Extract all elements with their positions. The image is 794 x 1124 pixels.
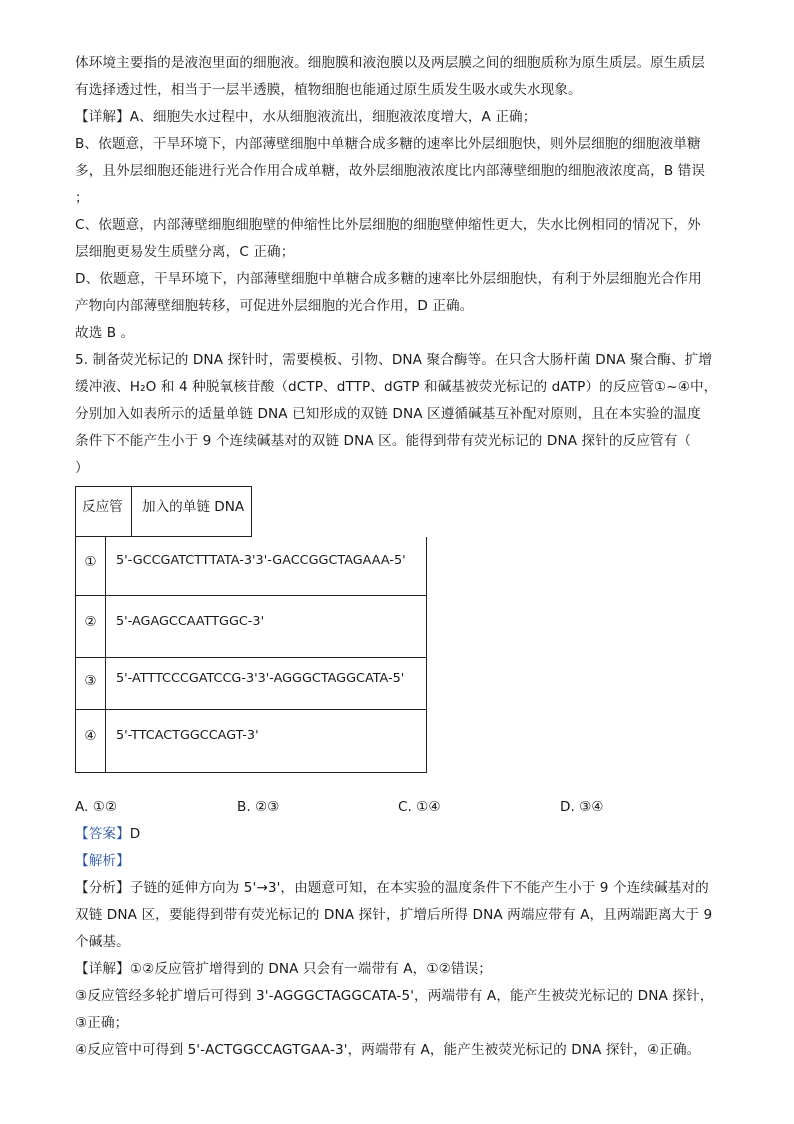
text-line: 产物向内部薄壁细胞转移，可促进外层细胞的光合作用，D 正确。 bbox=[75, 298, 474, 314]
text-line: ③正确； bbox=[75, 1015, 129, 1031]
option-b: B. ②③ bbox=[237, 799, 280, 815]
header-cell-tube: 反应管 bbox=[76, 487, 132, 536]
table-header bbox=[75, 486, 252, 537]
text-line: B、依题意，干旱环境下，内部薄壁细胞中单糖合成多糖的速率比外层细胞快，则外层细胞的细胞液単糖 bbox=[75, 136, 701, 152]
analysis-tag: 【解析】 bbox=[75, 853, 130, 869]
text-span: 子链的延伸方向为 5'→3'，由题意可知，在本实验的温度条件下不能产生小于 9 个连续碱基对的 bbox=[129, 880, 709, 896]
text-span: A、细胞失水过程中，水从细胞液流出，细胞液浓度增大，A 正确； bbox=[129, 109, 537, 125]
text-line bbox=[75, 960, 725, 978]
row-number: ② bbox=[76, 596, 106, 657]
text-line: C、依题意，内部薄壁细胞细胞壁的伸缩性比外层细胞的细胞壁伸缩性更大，失水比例相同的情况下，外 bbox=[75, 217, 701, 233]
answer-value: D bbox=[129, 826, 141, 842]
text-line: 有选择透过性，相当于一层半透膜，植物细胞也能通过原生质发生吸水或失水现象。 bbox=[75, 82, 582, 98]
text-line: 故选 B 。 bbox=[75, 325, 135, 341]
text-line bbox=[75, 879, 725, 897]
row-number: ③ bbox=[76, 658, 106, 709]
question-text: ） bbox=[75, 460, 89, 476]
text-line: 层细胞更易发生质壁分离，C 正确； bbox=[75, 244, 295, 260]
header-cell-dna: 加入的单链 DNA bbox=[142, 499, 245, 515]
answer-tag: 【答案】 bbox=[75, 826, 130, 842]
row-sequence: 5'-TTCACTGGCCAGT-3' bbox=[116, 728, 259, 743]
text-line: 个碱基。 bbox=[75, 934, 130, 950]
answer-line bbox=[75, 825, 725, 843]
table-row bbox=[76, 657, 426, 709]
question-text: 条件下不能产生小于 9 个连续碱基对的双链 DNA 区。能得到带有荧光标记的 DNA 探针的反应管有（ bbox=[75, 433, 692, 449]
row-number: ④ bbox=[76, 710, 106, 772]
table-row bbox=[76, 537, 426, 595]
text-line: ； bbox=[75, 190, 89, 206]
question-text: 缓冲液、H₂O 和 4 种脱氧核苷酸（dCTP、dTTP、dGTP 和碱基被荧光标记的 dATP）的反应管①~④中， bbox=[75, 379, 718, 395]
option-d: D. ③④ bbox=[560, 799, 604, 815]
detail-tag: 【详解】 bbox=[75, 109, 130, 125]
table-row bbox=[76, 595, 426, 657]
text-line: 双链 DNA 区，要能得到带有荧光标记的 DNA 探针，扩增后所得 DNA 两端应带有 A，且两端距离大于 9 bbox=[75, 907, 713, 923]
text-line bbox=[75, 108, 725, 126]
option-a: A. ①② bbox=[75, 799, 118, 815]
option-c: C. ①④ bbox=[398, 799, 441, 815]
question-text: 5. 制备荧光标记的 DNA 探针时，需要模板、引物、DNA 聚合酶等。在只含大肠杆菌 DNA 聚合酶、扩增 bbox=[75, 352, 713, 368]
question-text: 分别加入如表所示的适量单链 DNA 已知形成的双链 DNA 区遵循碱基互补配对原则，且在本实验的温度 bbox=[75, 406, 701, 422]
row-sequence: 5'-GCCGATCTTTATA-3'3'-GACCGGCTAGAAA-5' bbox=[116, 553, 406, 568]
row-sequence: 5'-AGAGCCAATTGGC-3' bbox=[116, 614, 265, 629]
text-line: D、依题意，干旱环境下，内部薄壁细胞中单糖合成多糖的速率比外层细胞快，有利于外层细胞光合作用 bbox=[75, 271, 702, 287]
row-number: ① bbox=[76, 537, 106, 595]
text-line: ④反应管中可得到 5'-ACTGGCCAGTGAA-3'，两端带有 A，能产生被荧光标记的 DNA 探针，④正确。 bbox=[75, 1042, 701, 1058]
text-line: 多，且外层细胞还能进行光合作用合成单糖，故外层细胞液浓度比内部薄壁细胞的细胞液浓度高，B 错误 bbox=[75, 163, 706, 179]
text-line: ③反应管经多轮扩增后可得到 3'-AGGGCTAGGCATA-5'，两端带有 A，能产生被荧光标记的 DNA 探针， bbox=[75, 988, 714, 1004]
detail-tag: 【详解】 bbox=[75, 961, 130, 977]
fenxi-tag: 【分析】 bbox=[75, 880, 130, 896]
dna-table bbox=[75, 537, 427, 773]
text-span: ①②反应管扩增得到的 DNA 只会有一端带有 A，①②错误； bbox=[129, 961, 493, 977]
table-row bbox=[76, 709, 426, 772]
row-sequence: 5'-ATTTCCCGATCCG-3'3'-AGGGCTAGGCATA-5' bbox=[116, 671, 405, 686]
text-line: 体环境主要指的是液泡里面的细胞液。细胞膜和液泡膜以及两层膜之间的细胞质称为原生质层。原生质层 bbox=[75, 55, 705, 71]
